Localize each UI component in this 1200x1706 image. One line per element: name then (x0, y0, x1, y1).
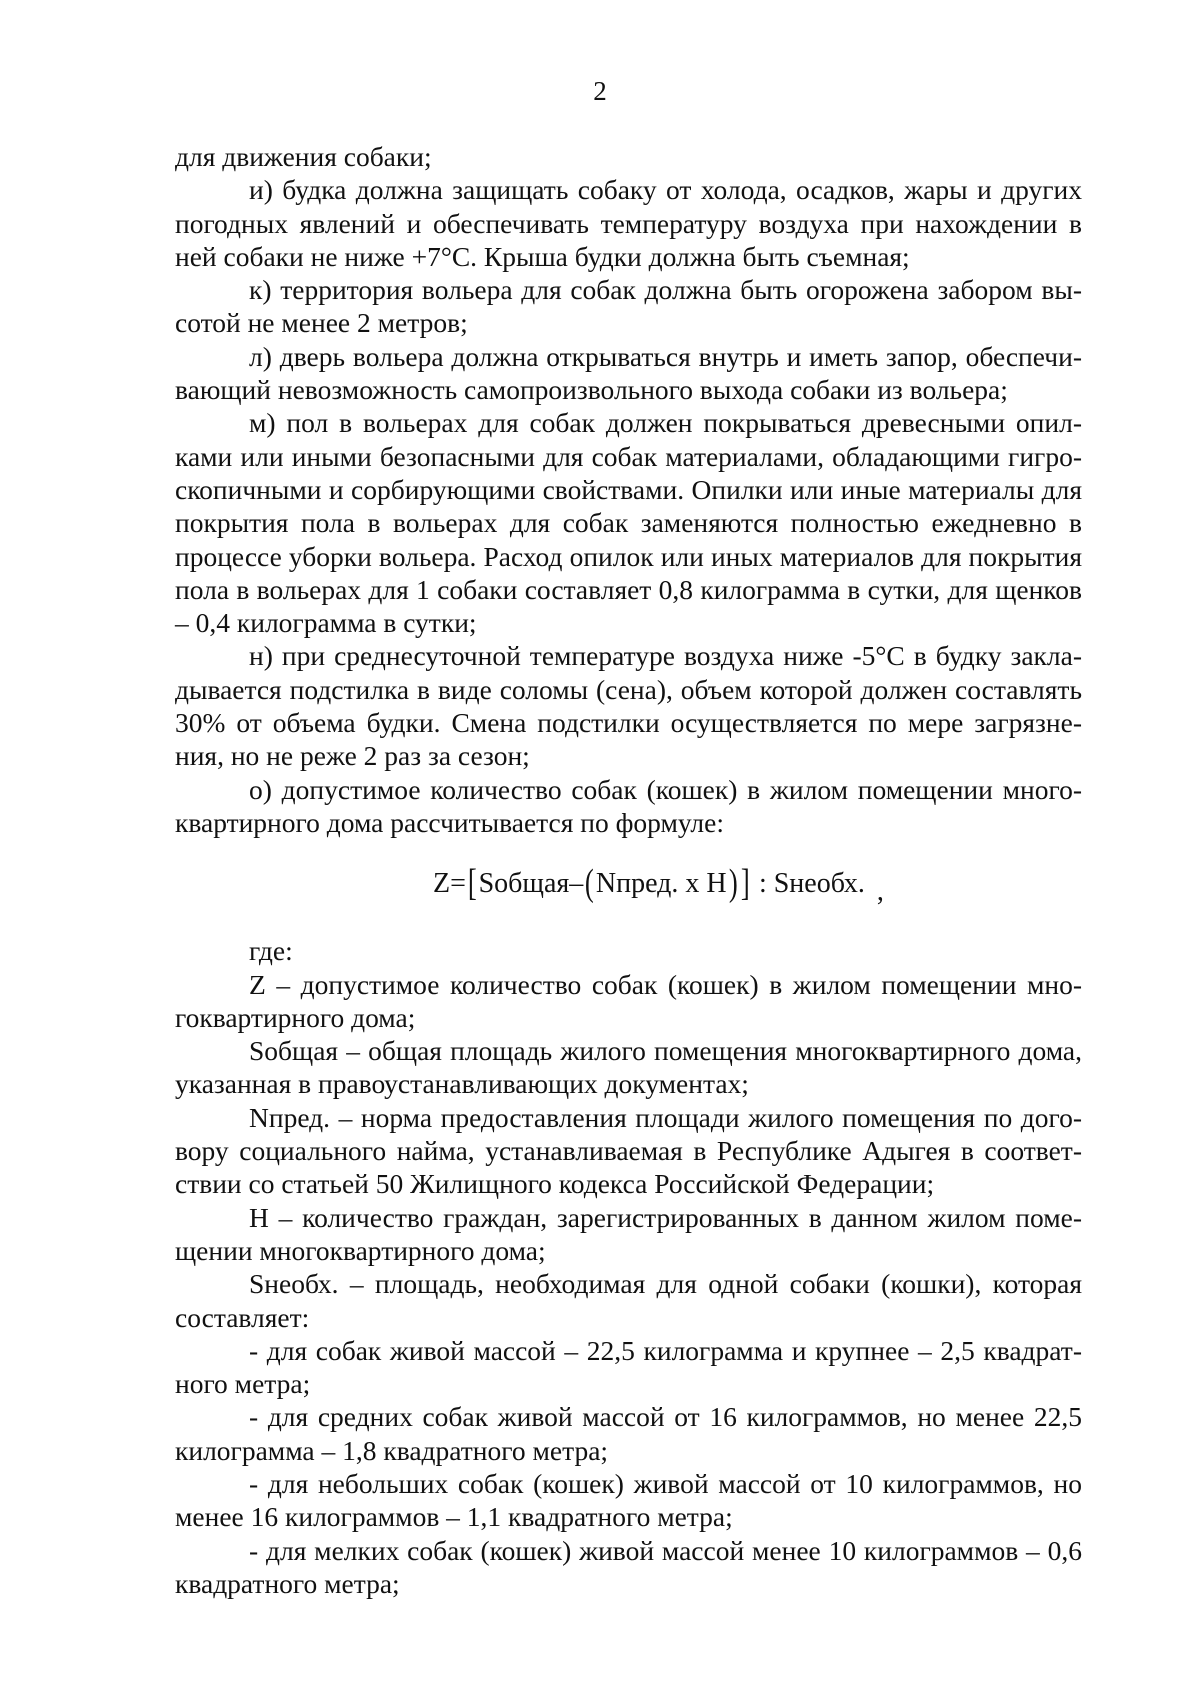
formula-term-required-area: Sнеобх. (773, 868, 865, 900)
formula-bracket-open: [ (467, 862, 477, 905)
formula (175, 861, 1082, 914)
paragraph-item-o: о) допустимое количество собак (кошек) в жилом помещении многоквартирного дома рассчитывается по формуле: (175, 773, 1082, 838)
definition-n-norm: Nпред. – норма предоставления площади жилого помещения по договору социального найма, устанавливаемая в Республике Адыгея в соответствии со статьей 50 Жилищного кодекса Российской Федерации; (175, 1101, 1082, 1200)
document-body (175, 140, 1082, 1600)
definition-h: Н – количество граждан, зарегистрированных в данном жилом помещении многоквартирного дома; (175, 1201, 1082, 1266)
formula-divider: : (751, 868, 774, 900)
definition-s-total: Sобщая – общая площадь жилого помещения многоквартирного дома, указанная в правоустанавливающих документах; (175, 1035, 1082, 1100)
formula-term-norm: Nпред. х Н (595, 868, 727, 900)
paragraph-item-l: л) дверь вольера должна открываться внутрь и иметь запор, обеспечивающий невозможность самопроизвольного выхода собаки из вольера; (175, 340, 1082, 406)
formula-paren-close: ) (728, 862, 738, 905)
list-item-small-dogs: - для небольших собак (кошек) живой массой от 10 килограммов, но менее 16 килограммов – 1,1 квадратного метра; (175, 1467, 1082, 1533)
list-item-tiny-dogs: - для мелких собак (кошек) живой массой менее 10 килограммов – 0,6 квадратного метра; (175, 1534, 1082, 1599)
paragraph-item-m: м) пол в вольерах для собак должен покрываться древесными опилками или иными безопасными для собак материалами, обладающими гигроскопичными и сорбирующими свойствами. Опилки или иные материалы для покрытия пола в вольерах для собак заменяются полностью ежедневно в процессе уборки вольера. Расход опилок или иных материалов для покрытия пола в вольерах для 1 собаки составляет 0,8 килограмма в сутки, для щенков – 0,4 килограмма в сутки; (175, 407, 1082, 639)
list-item-medium-dogs: - для средних собак живой массой от 16 килограммов, но менее 22,5 килограмма – 1,8 квадратного метра; (175, 1401, 1082, 1466)
definition-s-required: Sнеобх. – площадь, необходимая для одной собаки (кошки), которая составляет: (175, 1268, 1082, 1333)
paragraph-item-i: и) будка должна защищать собаку от холода, осадков, жары и других погодных явлений и обеспечивать температуру воздуха при нахождении в ней собаки не ниже +7°С. Крыша будки должна быть съемная; (175, 174, 1082, 272)
list-item-large-dogs: - для собак живой массой – 22,5 килограмма и крупнее – 2,5 квадратного метра; (175, 1334, 1082, 1400)
formula-bracket-close: ] (741, 862, 751, 905)
page-number: 2 (593, 76, 607, 106)
definition-where: где: (249, 935, 293, 967)
formula-paren-open: ( (585, 862, 595, 905)
formula-minus: – (569, 868, 584, 900)
paragraph-item-k: к) территория вольера для собак должна быть огорожена забором высотой не менее 2 метров; (175, 274, 1082, 339)
paragraph: для движения собаки; (175, 141, 432, 172)
paragraph-item-n: н) при среднесуточной температуре воздуха ниже -5°С в будку закладывается подстилка в виде соломы (сена), объем которой должен составлять 30% от объема будки. Смена подстилки осуществляется по мере загрязнения, но не реже 2 раз за сезон; (175, 640, 1082, 772)
formula-term-total-area: Sобщая (478, 868, 570, 900)
formula-trailing-comma: , (876, 876, 884, 908)
definition-z: Z – допустимое количество собак (кошек) в жилом помещении многоквартирного дома; (175, 968, 1082, 1033)
formula-lhs: Z= (433, 868, 466, 900)
